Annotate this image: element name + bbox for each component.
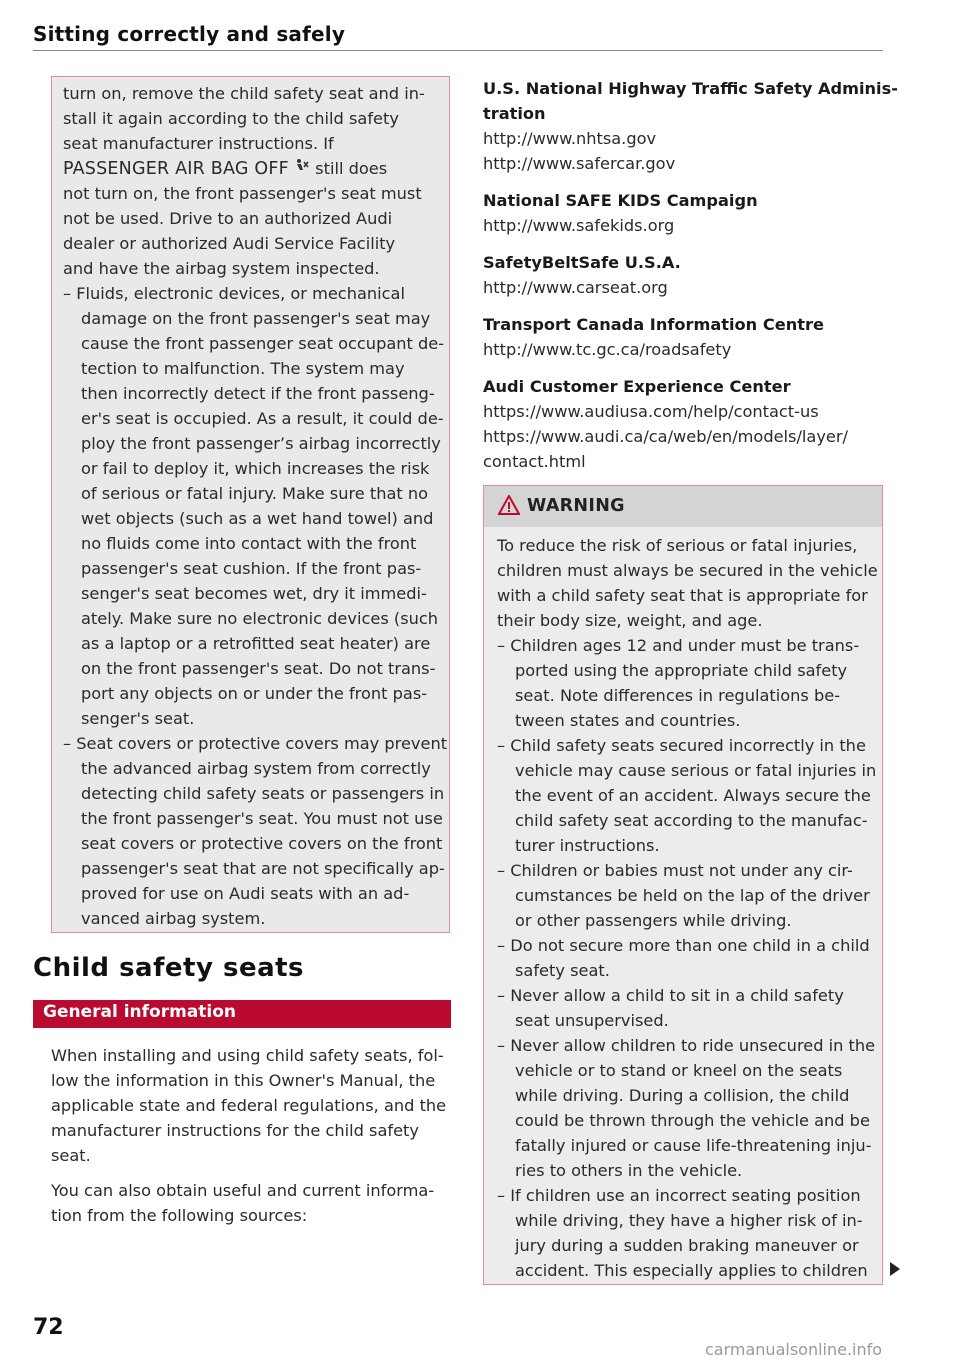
bullet-line: senger's seat becomes wet, dry it immedi-: [81, 584, 427, 603]
bullet-line: then incorrectly detect if the front passeng-: [81, 384, 435, 403]
bullet-line: – Do not secure more than one child in a child: [497, 936, 870, 955]
source-name: Audi Customer Experience Center: [483, 377, 791, 396]
bullet-line: wet objects (such as a wet hand towel) and: [81, 509, 434, 528]
text-line: manufacturer instructions for the child safety: [51, 1121, 419, 1140]
bullet-line: the advanced airbag system from correctly: [81, 759, 431, 778]
bullet-line: child safety seat according to the manufac-: [515, 811, 868, 830]
bullet-line: fatally injured or cause life-threatening inju-: [515, 1136, 872, 1155]
text-line: dealer or authorized Audi Service Facility: [63, 234, 396, 253]
source-url[interactable]: https://www.audi.ca/ca/web/en/models/layer/: [483, 427, 849, 446]
sources-list: [483, 76, 898, 474]
bullet-line: no fluids come into contact with the front: [81, 534, 417, 553]
bullet-line: damage on the front passenger's seat may: [81, 309, 431, 328]
footer-watermark: carmanualsonline.info: [705, 1340, 883, 1359]
bullet-line: seat unsupervised.: [515, 1011, 669, 1030]
bullet-line: could be thrown through the vehicle and be: [515, 1111, 870, 1130]
bullet-line: – Children or babies must not under any cir-: [497, 861, 853, 880]
passenger-airbag-off-icon: [294, 158, 310, 183]
bullet-line: ported using the appropriate child safety: [515, 661, 848, 680]
header-rule: [33, 50, 883, 51]
bullet-line: while driving. During a collision, the child: [515, 1086, 850, 1105]
continued-warning-box: [51, 76, 450, 933]
text-line: To reduce the risk of serious or fatal injuries,: [497, 536, 858, 555]
bullet-line: cumstances be held on the lap of the driver: [515, 886, 870, 905]
subsection-bar: [33, 1000, 451, 1028]
source-url[interactable]: https://www.audiusa.com/help/contact-us: [483, 402, 819, 421]
source-url[interactable]: http://www.nhtsa.gov: [483, 129, 657, 148]
text-line: [63, 156, 447, 181]
text-line: children must always be secured in the vehicle: [497, 561, 878, 580]
text-line: tion from the following sources:: [51, 1206, 308, 1225]
source-name: SafetyBeltSafe U.S.A.: [483, 253, 681, 272]
source-name: Transport Canada Information Centre: [483, 315, 824, 334]
bullet-line: ploy the front passenger’s airbag incorrectly: [81, 434, 441, 453]
bullet-line: ately. Make sure no electronic devices (such: [81, 609, 439, 628]
bullet-line: tection to malfunction. The system may: [81, 359, 405, 378]
bullet-line: turer instructions.: [515, 836, 660, 855]
continued-warning-text: [63, 81, 447, 931]
text-line: not turn on, the front passenger's seat must: [63, 184, 422, 203]
source-url[interactable]: http://www.safekids.org: [483, 216, 675, 235]
bullet-line: cause the front passenger seat occupant de-: [81, 334, 445, 353]
source-url[interactable]: http://www.tc.gc.ca/roadsafety: [483, 340, 732, 359]
text-line: low the information in this Owner's Manual, the: [51, 1071, 436, 1090]
bullet-line: passenger's seat cushion. If the front pas-: [81, 559, 422, 578]
text-line: stall it again according to the child safety: [63, 109, 399, 128]
bullet-line: senger's seat.: [81, 709, 195, 728]
warning-box: [483, 485, 883, 1285]
text-fragment: still does: [310, 159, 388, 178]
warning-title: WARNING: [527, 496, 625, 516]
bullet-line: – Children ages 12 and under must be trans-: [497, 636, 860, 655]
warning-header: [484, 486, 882, 527]
text-line: When installing and using child safety seats, fol-: [51, 1046, 444, 1065]
text-line: their body size, weight, and age.: [497, 611, 763, 630]
bullet-line: accident. This especially applies to children: [515, 1261, 868, 1280]
bullet-line: detecting child safety seats or passengers in: [81, 784, 445, 803]
bullet-line: or other passengers while driving.: [515, 911, 792, 930]
source-url[interactable]: http://www.carseat.org: [483, 278, 668, 297]
text-line: and have the airbag system inspected.: [63, 259, 380, 278]
bullet-line: – Never allow a child to sit in a child safety: [497, 986, 844, 1005]
text-line: not be used. Drive to an authorized Audi: [63, 209, 393, 228]
bullet-line: of serious or fatal injury. Make sure that no: [81, 484, 429, 503]
text-line: seat.: [51, 1146, 91, 1165]
page-number: 72: [33, 1315, 64, 1340]
bullet-line: er's seat is occupied. As a result, it could de-: [81, 409, 444, 428]
bullet-line: tween states and countries.: [515, 711, 741, 730]
bullet-line: passenger's seat that are not specifically ap-: [81, 859, 445, 878]
bullet-line: as a laptop or a retrofitted seat heater) are: [81, 634, 431, 653]
bullet-line: the front passenger's seat. You must not use: [81, 809, 443, 828]
bullet-line: proved for use on Audi seats with an ad-: [81, 884, 410, 903]
continue-arrow-icon: [890, 1262, 900, 1276]
bullet-line: ries to others in the vehicle.: [515, 1161, 743, 1180]
indicator-text: PASSENGER AIR BAG OFF: [63, 159, 289, 179]
bullet-line: – Never allow children to ride unsecured in the: [497, 1036, 876, 1055]
bullet-line: safety seat.: [515, 961, 610, 980]
subsection-title: General information: [43, 1002, 237, 1022]
text-line: turn on, remove the child safety seat and in-: [63, 84, 425, 103]
text-line: You can also obtain useful and current informa-: [51, 1181, 435, 1200]
bullet-line: seat. Note differences in regulations be-: [515, 686, 841, 705]
text-line: applicable state and federal regulations, and the: [51, 1096, 447, 1115]
intro-text: [51, 1043, 446, 1228]
bullet-line: vanced airbag system.: [81, 909, 266, 928]
source-name: U.S. National Highway Traffic Safety Adminis-: [483, 79, 898, 98]
warning-triangle-icon: [498, 495, 520, 519]
bullet-line: or fail to deploy it, which increases the risk: [81, 459, 430, 478]
warning-text: [497, 533, 878, 1283]
bullet-line: vehicle may cause serious or fatal injuries in: [515, 761, 877, 780]
bullet-line: – Child safety seats secured incorrectly in the: [497, 736, 866, 755]
source-url[interactable]: contact.html: [483, 452, 586, 471]
bullet-line: seat covers or protective covers on the front: [81, 834, 443, 853]
bullet-line: – Seat covers or protective covers may prevent: [63, 734, 448, 753]
text-line: with a child safety seat that is appropriate for: [497, 586, 868, 605]
bullet-line: port any objects on or under the front pas-: [81, 684, 428, 703]
bullet-line: vehicle or to stand or kneel on the seats: [515, 1061, 843, 1080]
running-header: Sitting correctly and safely: [33, 22, 346, 46]
bullet-line: while driving, they have a higher risk of in-: [515, 1211, 863, 1230]
bullet-line: on the front passenger's seat. Do not trans-: [81, 659, 436, 678]
text-line: seat manufacturer instructions. If: [63, 134, 334, 153]
source-url[interactable]: http://www.safercar.gov: [483, 154, 676, 173]
bullet-line: – If children use an incorrect seating position: [497, 1186, 861, 1205]
source-name: National SAFE KIDS Campaign: [483, 191, 758, 210]
bullet-line: jury during a sudden braking maneuver or: [515, 1236, 859, 1255]
section-title: Child safety seats: [33, 953, 305, 983]
bullet-line: the event of an accident. Always secure the: [515, 786, 871, 805]
source-name: tration: [483, 104, 546, 123]
bullet-line: – Fluids, electronic devices, or mechanical: [63, 284, 405, 303]
